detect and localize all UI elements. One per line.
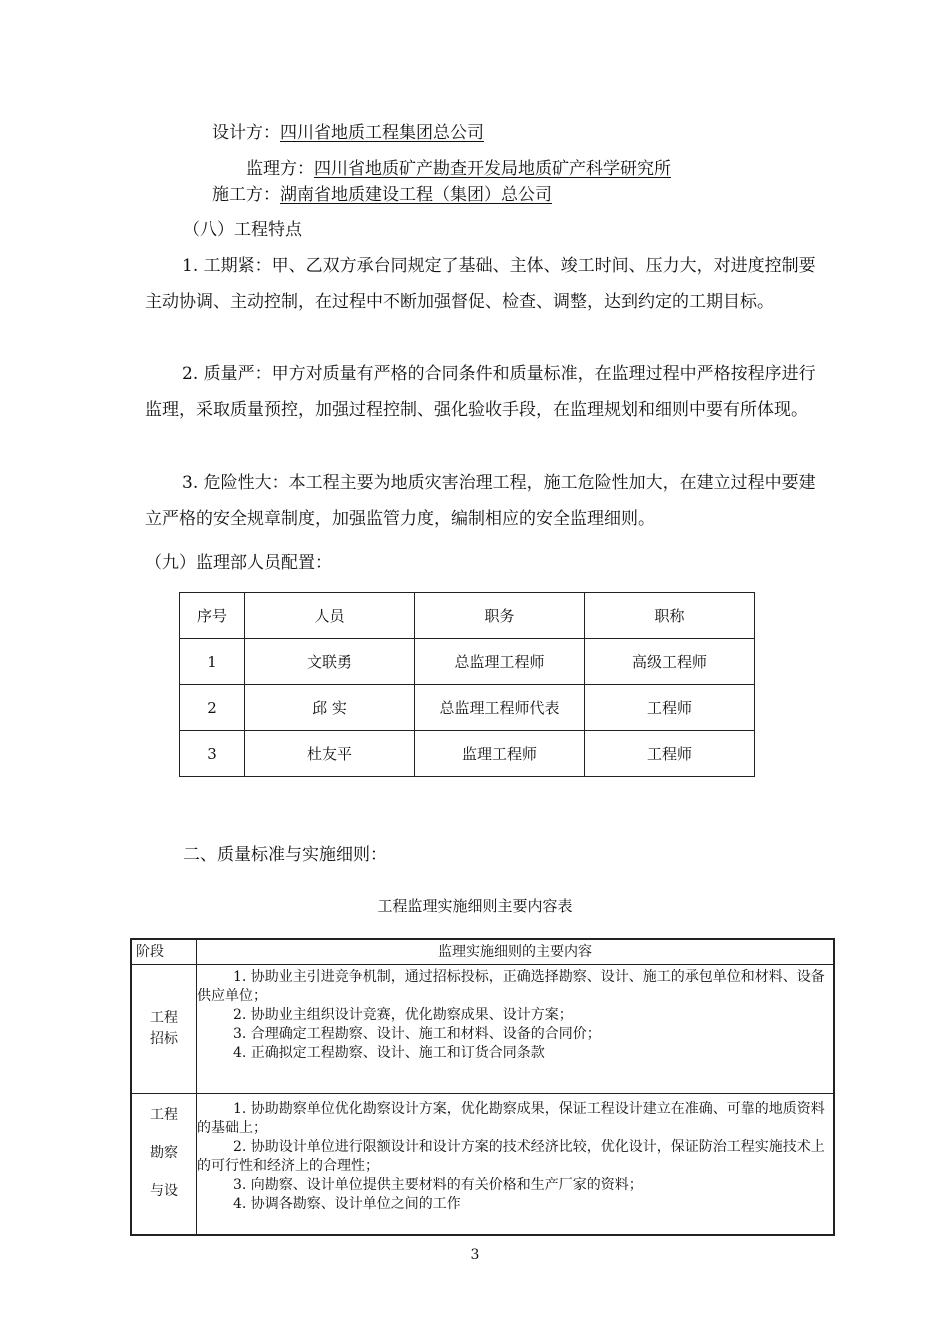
constructor-name: 湖南省地质建设工程（集团）总公司 xyxy=(280,185,552,205)
header-cell: 序号 xyxy=(180,593,245,639)
list-item: 3. 合理确定工程勘察、设计、施工和材料、设备的合同价； xyxy=(233,1026,601,1042)
header-cell: 人员 xyxy=(245,593,415,639)
stage-name-line: 与设 xyxy=(150,1183,178,1199)
table-cell: 3 xyxy=(180,731,245,777)
table-cell: 高级工程师 xyxy=(585,639,755,685)
section8-paragraph-3: 3. 危险性大：本工程主要为地质灾害治理工程，施工危险性加大，在建立过程中要建立严格的安全规章制度，加强监管力度，编制相应的安全监理细则。 xyxy=(145,473,816,529)
header-cell: 职务 xyxy=(415,593,585,639)
page-number: 3 xyxy=(470,1247,480,1263)
table-row xyxy=(131,965,834,1094)
table-cell: 工程师 xyxy=(585,685,755,731)
designer-line xyxy=(212,118,484,143)
constructor-line xyxy=(212,180,552,205)
table-row xyxy=(180,639,755,685)
content-table xyxy=(130,938,835,1236)
table-row xyxy=(180,731,755,777)
list-item: 3. 向勘察、设计单位提供主要材料的有关价格和生产厂家的资料； xyxy=(233,1177,643,1193)
content-header: 监理实施细则的主要内容 xyxy=(197,939,835,965)
list-item: 4. 正确拟定工程勘察、设计、施工和订货合同条款 xyxy=(233,1045,545,1061)
table-cell: 杜友平 xyxy=(245,731,415,777)
stage-name-line: 招标 xyxy=(150,1031,178,1047)
stage-name-line: 勘察 xyxy=(150,1145,178,1161)
stage-name-line: 工程 xyxy=(150,1107,178,1123)
table-cell: 邱 实 xyxy=(245,685,415,731)
staff-table-header xyxy=(180,593,755,639)
table-cell: 2 xyxy=(180,685,245,731)
designer-name: 四川省地质工程集团总公司 xyxy=(280,123,484,143)
section8-paragraph-1: 1. 工期紧：甲、乙双方承台同规定了基础、主体、竣工时间、压力大，对进度控制要主动协调、主动控制，在过程中不断加强督促、检查、调整，达到约定的工期目标。 xyxy=(145,256,816,312)
supervisor-name: 四川省地质矿产勘查开发局地质矿产科学研究所 xyxy=(314,159,671,179)
staff-table xyxy=(179,592,755,777)
table-caption: 工程监理实施细则主要内容表 xyxy=(377,897,573,915)
supervisor-label: 监理方： xyxy=(246,159,314,179)
content-table-header xyxy=(131,939,834,965)
section8-heading: （八）工程特点 xyxy=(183,220,302,240)
table-cell: 总监理工程师代表 xyxy=(415,685,585,731)
list-item: 1. 协助业主引进竞争机制，通过招标投标，正确选择勘察、设计、施工的承包单位和材料、设备供应单位； xyxy=(197,969,825,1004)
table-cell: 工程师 xyxy=(585,731,755,777)
table-cell: 1 xyxy=(180,639,245,685)
header-cell: 职称 xyxy=(585,593,755,639)
table-cell: 监理工程师 xyxy=(415,731,585,777)
section8-paragraph-2: 2. 质量严：甲方对质量有严格的合同条件和质量标准，在监理过程中严格按程序进行监理，采取质量预控，加强过程控制、强化验收手段，在监理规划和细则中要有所体现。 xyxy=(145,364,816,420)
list-item: 2. 协助设计单位进行限额设计和设计方案的技术经济比较，优化设计，保证防治工程实施技术上的可行性和经济上的合理性； xyxy=(197,1139,825,1174)
stage-cell xyxy=(131,1094,197,1236)
section9-heading: （九）监理部人员配置： xyxy=(145,553,332,573)
list-item: 1. 协助勘察单位优化勘察设计方案，优化勘察成果，保证工程设计建立在准确、可靠的地质资料的基础上； xyxy=(197,1101,825,1136)
list-item: 4. 协调各勘察、设计单位之间的工作 xyxy=(233,1196,461,1212)
stage-name-line: 工程 xyxy=(150,1010,178,1026)
supervisor-line xyxy=(246,154,671,179)
table-cell: 总监理工程师 xyxy=(415,639,585,685)
constructor-label: 施工方： xyxy=(212,185,280,205)
content-cell xyxy=(197,1094,835,1236)
table-row xyxy=(131,1094,834,1236)
stage-cell xyxy=(131,965,197,1094)
content-cell xyxy=(197,965,835,1094)
designer-label: 设计方： xyxy=(212,123,280,143)
table-row xyxy=(180,685,755,731)
part2-heading: 二、质量标准与实施细则： xyxy=(183,845,387,865)
stage-header: 阶段 xyxy=(131,939,197,965)
list-item: 2. 协助业主组织设计竞赛，优化勘察成果、设计方案； xyxy=(233,1007,573,1023)
table-cell: 文联勇 xyxy=(245,639,415,685)
